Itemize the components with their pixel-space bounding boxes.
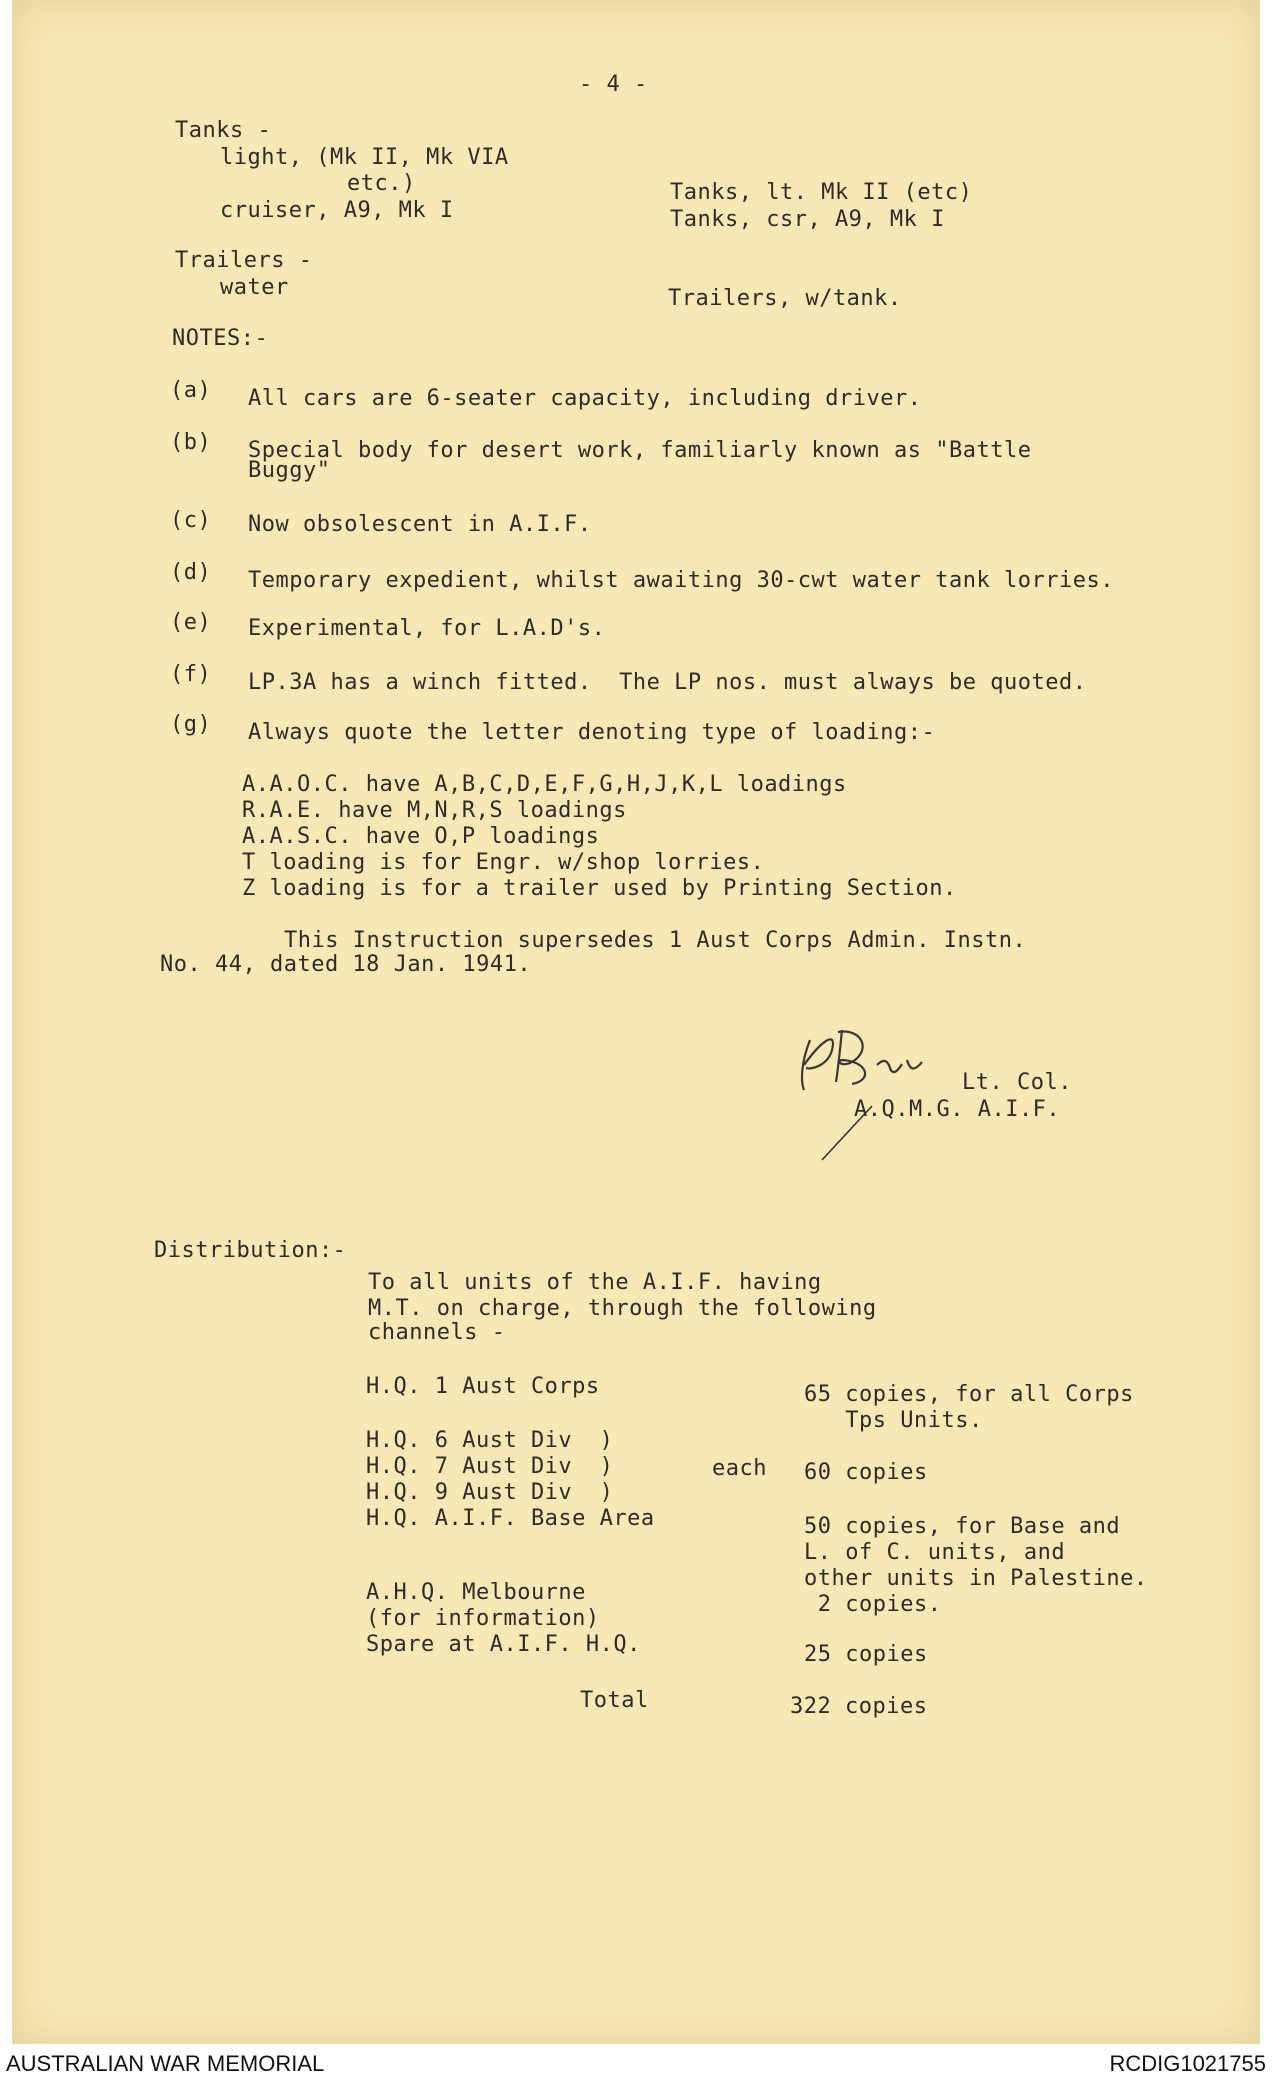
note-label: (a) [170,378,212,403]
note-text-cont: Buggy" [248,458,331,483]
document-page [12,0,1260,2044]
footer-archive-name: AUSTRALIAN WAR MEMORIAL [6,2051,325,2076]
distribution-recipient: H.Q. A.I.F. Base Area [366,1506,655,1531]
page-number: - 4 - [579,72,648,97]
loading-line: T loading is for Engr. w/shop lorries. [242,850,765,875]
trailers-heading: Trailers - [175,248,313,273]
archive-footer [0,2044,1280,2082]
trailers-abbr-water: Trailers, w/tank. [668,286,902,311]
distribution-copies: Tps Units. [804,1408,983,1433]
supersede-line1: This Instruction supersedes 1 Aust Corps Admin. Instn. [284,928,1027,953]
distribution-recipient: H.Q. 7 Aust Div ) [366,1454,614,1479]
distribution-copies: other units in Palestine. [804,1566,1148,1591]
note-label: (f) [170,662,212,687]
note-label: (b) [170,430,212,455]
distribution-copies: 50 copies, for Base and [804,1514,1121,1539]
loading-line: R.A.E. have M,N,R,S loadings [242,798,627,823]
distribution-recipient: H.Q. 9 Aust Div ) [366,1480,614,1505]
distribution-recipient: Spare at A.I.F. H.Q. [366,1632,641,1657]
footer-record-id: RCDIG1021755 [1109,2051,1266,2076]
distribution-each: each [712,1456,767,1481]
note-text: Now obsolescent in A.I.F. [248,512,592,537]
distribution-heading: Distribution:- [154,1238,347,1263]
note-text: Always quote the letter denoting type of loading:- [248,720,936,745]
distribution-copies: 25 copies [804,1642,928,1667]
tanks-light: light, (Mk II, Mk VIA [220,145,509,170]
distribution-intro: To all units of the A.I.F. having [368,1270,822,1295]
distribution-recipient: H.Q. 1 Aust Corps [366,1374,600,1399]
distribution-total-value: 322 copies [790,1694,928,1719]
note-label: (c) [170,508,212,533]
distribution-intro: channels - [368,1320,506,1345]
notes-heading: NOTES:- [172,326,269,351]
distribution-copies: L. of C. units, and [804,1540,1066,1565]
loading-line: A.A.S.C. have O,P loadings [242,824,600,849]
distribution-recipient: (for information) [366,1606,600,1631]
distribution-total-label: Total [580,1688,649,1713]
note-text: LP.3A has a winch fitted. The LP nos. must always be quoted. [248,670,1087,695]
note-text: Special body for desert work, familiarly known as "Battle [248,438,1032,463]
note-label: (g) [170,712,212,737]
note-label: (d) [170,560,212,585]
loading-line: Z loading is for a trailer used by Printing Section. [242,876,957,901]
signature-rank: Lt. Col. [962,1070,1072,1095]
distribution-intro: M.T. on charge, through the following [368,1296,877,1321]
distribution-recipient: A.H.Q. Melbourne [366,1580,586,1605]
loading-line: A.A.O.C. have A,B,C,D,E,F,G,H,J,K,L loadings [242,772,847,797]
tanks-cruiser: cruiser, A9, Mk I [220,198,454,223]
supersede-line2: No. 44, dated 18 Jan. 1941. [160,952,532,977]
distribution-copies: 2 copies. [804,1592,942,1617]
note-text: All cars are 6-seater capacity, including driver. [248,386,922,411]
tanks-light-cont: etc.) [347,171,416,196]
tanks-abbr-light: Tanks, lt. Mk II (etc) [670,180,973,205]
trailers-water: water [220,275,289,300]
distribution-recipient: H.Q. 6 Aust Div ) [366,1428,614,1453]
note-text: Temporary expedient, whilst awaiting 30-cwt water tank lorries. [248,568,1114,593]
distribution-copies: 65 copies, for all Corps [804,1382,1134,1407]
note-text: Experimental, for L.A.D's. [248,616,606,641]
signature-title: A.Q.M.G. A.I.F. [854,1097,1061,1122]
note-label: (e) [170,610,212,635]
tanks-heading: Tanks - [175,118,272,143]
tanks-abbr-cruiser: Tanks, csr, A9, Mk I [670,207,945,232]
distribution-copies: 60 copies [804,1460,928,1485]
